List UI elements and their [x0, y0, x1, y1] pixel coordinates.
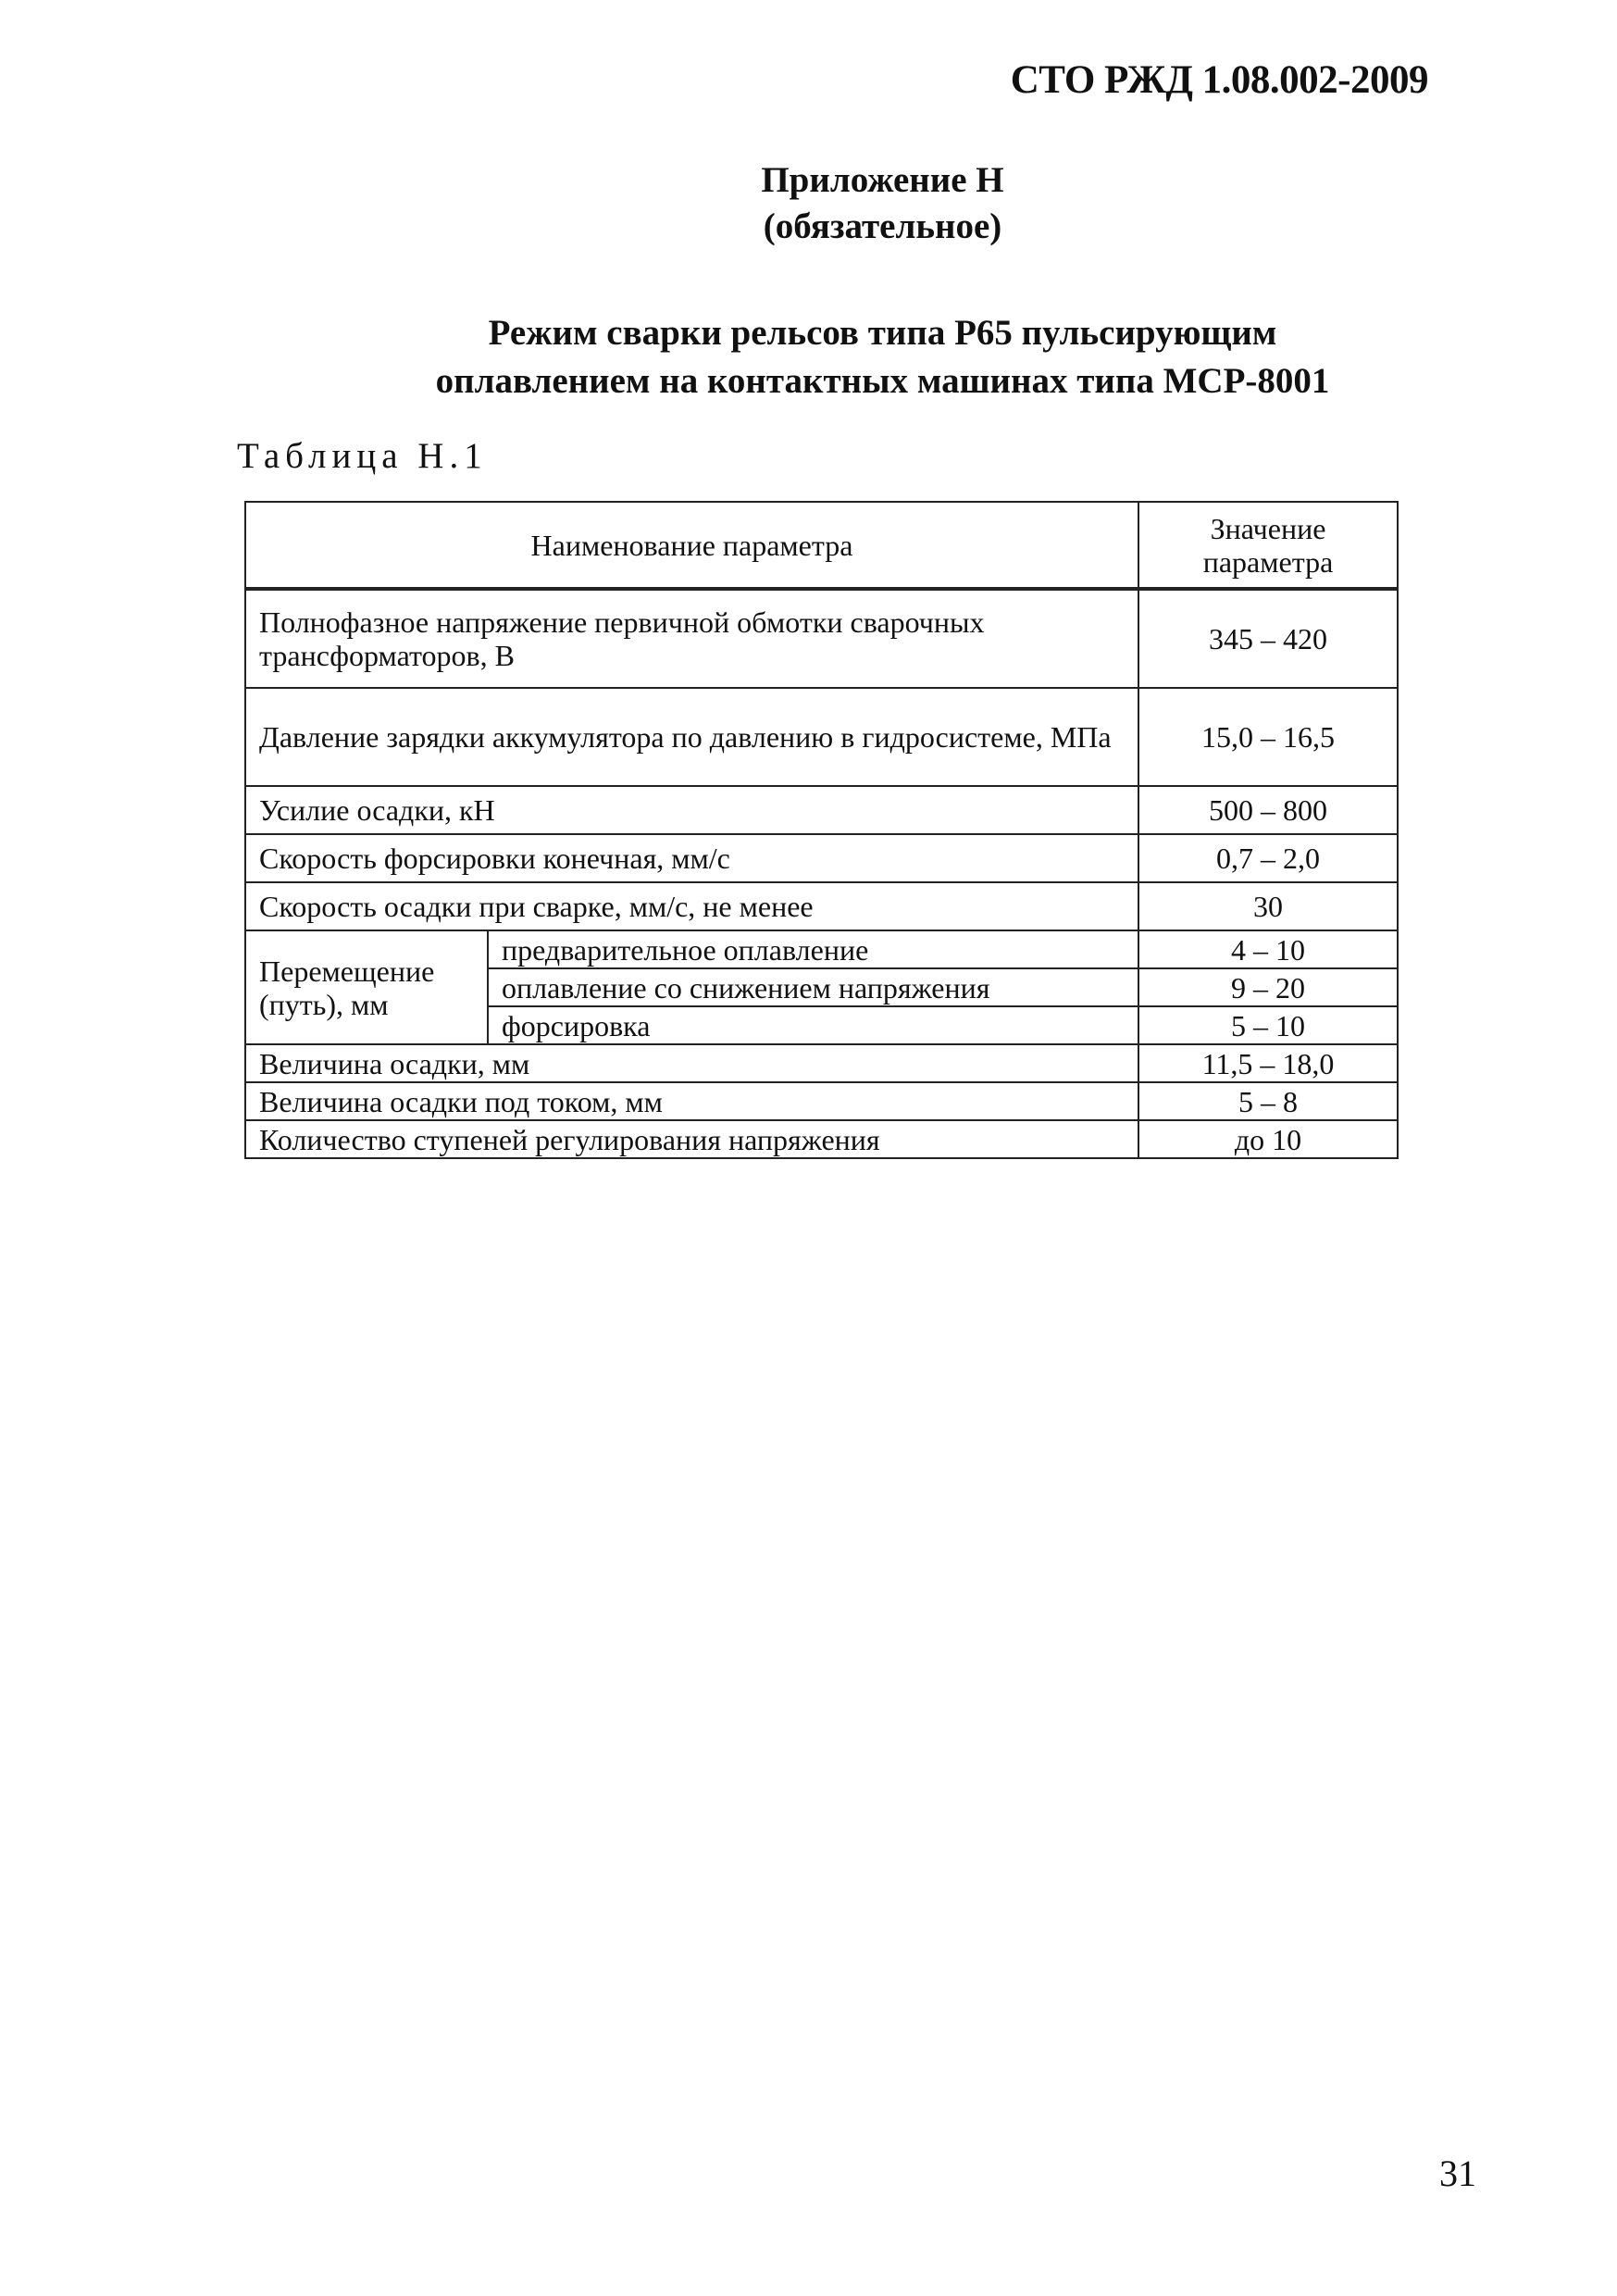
page-number: 31 — [1439, 2152, 1476, 2194]
document-code: СТО РЖД 1.08.002-2009 — [1010, 58, 1428, 102]
table-row — [245, 589, 1398, 688]
param-value: 5 – 8 — [1138, 1082, 1398, 1120]
param-name: Величина осадки под током, мм — [245, 1082, 1138, 1120]
param-name: Количество ступеней регулирования напряжения — [245, 1120, 1138, 1158]
table-row — [245, 1082, 1398, 1120]
table-row — [245, 834, 1398, 882]
param-name: Величина осадки, мм — [245, 1044, 1138, 1082]
displacement-item-value: 4 – 10 — [1138, 930, 1398, 968]
table-header-row — [245, 502, 1398, 589]
parameters-table — [244, 501, 1399, 1159]
param-value: 345 – 420 — [1138, 589, 1398, 688]
param-value: 11,5 – 18,0 — [1138, 1044, 1398, 1082]
section-title-line-2: оплавлением на контактных машинах типа МСР-8001 — [435, 361, 1330, 401]
param-value: 15,0 – 16,5 — [1138, 688, 1398, 786]
displacement-item-value: 9 – 20 — [1138, 968, 1398, 1006]
appendix-title: Приложение Н — [761, 160, 1004, 200]
displacement-item-name: оплавление со снижением напряжения — [488, 968, 1138, 1006]
param-name: Давление зарядки аккумулятора по давлению в гидросистеме, МПа — [245, 688, 1138, 786]
param-value: 500 – 800 — [1138, 786, 1398, 834]
param-value: до 10 — [1138, 1120, 1398, 1158]
displacement-label: Перемещение (путь), мм — [245, 930, 488, 1044]
param-name: Полнофазное напряжение первичной обмотки сварочных трансформаторов, В — [245, 589, 1138, 688]
appendix-status: (обязательное) — [763, 206, 1002, 246]
section-title — [74, 309, 1617, 406]
table-row — [245, 930, 1398, 968]
displacement-item-value: 5 – 10 — [1138, 1006, 1398, 1044]
table-row — [245, 688, 1398, 786]
param-name: Скорость форсировки конечная, мм/с — [245, 834, 1138, 882]
displacement-item-name: форсировка — [488, 1006, 1138, 1044]
table-row — [245, 1120, 1398, 1158]
table-row — [245, 1044, 1398, 1082]
header-parameter-name: Наименование параметра — [245, 502, 1138, 589]
table-caption: Таблица Н.1 — [237, 436, 488, 476]
table-row — [245, 882, 1398, 930]
param-name: Усилие осадки, кН — [245, 786, 1138, 834]
param-value: 0,7 – 2,0 — [1138, 834, 1398, 882]
table-row — [245, 786, 1398, 834]
section-title-line-1: Режим сварки рельсов типа Р65 пульсирующим — [488, 313, 1277, 353]
param-name: Скорость осадки при сварке, мм/с, не менее — [245, 882, 1138, 930]
header-parameter-value: Значение параметра — [1138, 502, 1398, 589]
param-value: 30 — [1138, 882, 1398, 930]
displacement-item-name: предварительное оплавление — [488, 930, 1138, 968]
